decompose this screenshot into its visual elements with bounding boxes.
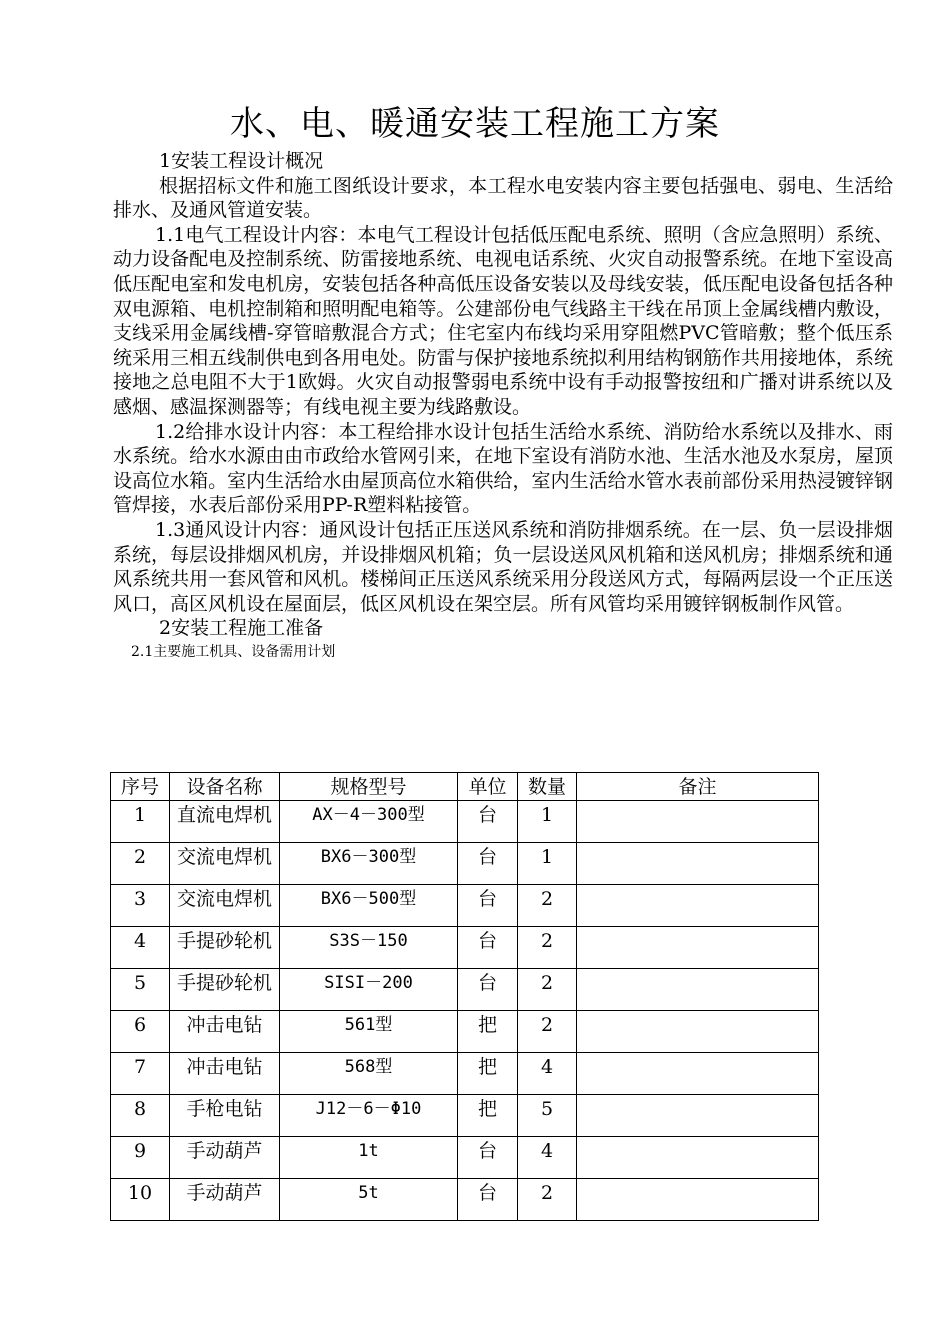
table-row bbox=[111, 885, 819, 927]
cell-spec: SISI－200 bbox=[280, 969, 458, 1011]
cell-qty: 2 bbox=[518, 1179, 577, 1221]
cell-name: 手提砂轮机 bbox=[170, 927, 280, 969]
cell-spec: 1t bbox=[280, 1137, 458, 1179]
cell-no: 8 bbox=[111, 1095, 170, 1137]
table-caption: 2.1主要施工机具、设备需用计划 bbox=[131, 643, 336, 660]
table-header-row bbox=[111, 773, 819, 801]
cell-spec: 5t bbox=[280, 1179, 458, 1221]
cell-qty: 2 bbox=[518, 969, 577, 1011]
table-row bbox=[111, 1053, 819, 1095]
header-no: 序号 bbox=[111, 773, 170, 801]
cell-remark bbox=[577, 1095, 819, 1137]
cell-spec: S3S－150 bbox=[280, 927, 458, 969]
cell-name: 手提砂轮机 bbox=[170, 969, 280, 1011]
cell-unit: 台 bbox=[458, 843, 518, 885]
cell-unit: 台 bbox=[458, 1137, 518, 1179]
cell-remark bbox=[577, 927, 819, 969]
cell-unit: 把 bbox=[458, 1011, 518, 1053]
cell-qty: 5 bbox=[518, 1095, 577, 1137]
cell-remark bbox=[577, 1137, 819, 1179]
document-body bbox=[113, 149, 893, 663]
cell-qty: 2 bbox=[518, 927, 577, 969]
cell-no: 10 bbox=[111, 1179, 170, 1221]
cell-no: 5 bbox=[111, 969, 170, 1011]
header-remark: 备注 bbox=[577, 773, 819, 801]
cell-remark bbox=[577, 1011, 819, 1053]
cell-no: 2 bbox=[111, 843, 170, 885]
ventilation-paragraph: 1.3通风设计内容：通风设计包括正压送风系统和消防排烟系统。在一层、负一层设排烟系统，每层设排烟风机房，并设排烟风机箱；负一层设送风风机箱和送风机房；排烟系统和通风系统共用一套风管和风机。楼梯间正压送风系统采用分段送风方式，每隔两层设一个正压送风口，高区风机设在屋面层，低区风机设在架空层。所有风管均采用镀锌钢板制作风管。 bbox=[113, 518, 893, 615]
header-unit: 单位 bbox=[458, 773, 518, 801]
cell-spec: BX6－500型 bbox=[280, 885, 458, 927]
cell-qty: 2 bbox=[518, 1011, 577, 1053]
cell-name: 交流电焊机 bbox=[170, 885, 280, 927]
cell-qty: 1 bbox=[518, 801, 577, 843]
cell-remark bbox=[577, 1179, 819, 1221]
cell-spec: AX－4－300型 bbox=[280, 801, 458, 843]
cell-spec: J12－6－Φ10 bbox=[280, 1095, 458, 1137]
cell-unit: 把 bbox=[458, 1053, 518, 1095]
cell-no: 9 bbox=[111, 1137, 170, 1179]
plumbing-paragraph: 1.2给排水设计内容：本工程给排水设计包括生活给水系统、消防给水系统以及排水、雨水系统。给水水源由由市政给水管网引来，在地下室设有消防水池、生活水池及水泵房，屋顶设高位水箱。室内生活给水由屋顶高位水箱供给，室内生活给水管水表前部份采用热浸镀锌钢管焊接，水表后部份采用PP-R塑料粘接管。 bbox=[113, 420, 893, 517]
cell-remark bbox=[577, 1053, 819, 1095]
cell-name: 交流电焊机 bbox=[170, 843, 280, 885]
intro-paragraph: 根据招标文件和施工图纸设计要求，本工程水电安装内容主要包括强电、弱电、生活给排水、及通风管道安装。 bbox=[113, 174, 893, 222]
cell-spec: 568型 bbox=[280, 1053, 458, 1095]
cell-name: 手动葫芦 bbox=[170, 1137, 280, 1179]
electrical-paragraph: 1.1电气工程设计内容：本电气工程设计包括低压配电系统、照明（含应急照明）系统、动力设备配电及控制系统、防雷接地系统、电视电话系统、火灾自动报警系统。在地下室设高低压配电室和发电机房，安装包括各种高低压设备安装以及母线安装，低压配电设备包括各种双电源箱、电机控制箱和照明配电箱等。公建部份电气线路主干线在吊顶上金属线槽内敷设，支线采用金属线槽-穿管暗敷混合方式；住宅室内布线均采用穿阻燃PVC管暗敷；整个低压系统采用三相五线制供电到各用电处。防雷与保护接地系统拟利用结构钢筋作共用接地体，系统接地之总电阻不大于1欧姆。火灾自动报警弱电系统中设有手动报警按纽和广播对讲系统以及感烟、感温探测器等；有线电视主要为线路敷设。 bbox=[113, 223, 893, 418]
table-row bbox=[111, 843, 819, 885]
table-row bbox=[111, 927, 819, 969]
cell-qty: 4 bbox=[518, 1137, 577, 1179]
cell-remark bbox=[577, 885, 819, 927]
table-row bbox=[111, 969, 819, 1011]
table-row bbox=[111, 801, 819, 843]
cell-no: 1 bbox=[111, 801, 170, 843]
table-row bbox=[111, 1095, 819, 1137]
cell-remark bbox=[577, 969, 819, 1011]
header-name: 设备名称 bbox=[170, 773, 280, 801]
document-title: 水、电、暖通安装工程施工方案 bbox=[230, 104, 720, 144]
cell-name: 冲击电钻 bbox=[170, 1011, 280, 1053]
cell-spec: 561型 bbox=[280, 1011, 458, 1053]
section2-heading: 2安装工程施工准备 bbox=[159, 617, 324, 640]
cell-spec: BX6－300型 bbox=[280, 843, 458, 885]
cell-remark bbox=[577, 843, 819, 885]
cell-unit: 台 bbox=[458, 927, 518, 969]
cell-no: 3 bbox=[111, 885, 170, 927]
cell-unit: 台 bbox=[458, 885, 518, 927]
cell-name: 手枪电钻 bbox=[170, 1095, 280, 1137]
cell-no: 7 bbox=[111, 1053, 170, 1095]
cell-qty: 4 bbox=[518, 1053, 577, 1095]
equipment-table bbox=[110, 772, 819, 1221]
cell-unit: 台 bbox=[458, 1179, 518, 1221]
header-spec: 规格型号 bbox=[280, 773, 458, 801]
table-row bbox=[111, 1011, 819, 1053]
cell-unit: 把 bbox=[458, 1095, 518, 1137]
table-row bbox=[111, 1137, 819, 1179]
cell-qty: 2 bbox=[518, 885, 577, 927]
cell-no: 4 bbox=[111, 927, 170, 969]
cell-qty: 1 bbox=[518, 843, 577, 885]
cell-name: 直流电焊机 bbox=[170, 801, 280, 843]
cell-unit: 台 bbox=[458, 969, 518, 1011]
cell-no: 6 bbox=[111, 1011, 170, 1053]
table-row bbox=[111, 1179, 819, 1221]
cell-unit: 台 bbox=[458, 801, 518, 843]
section1-heading: 1安装工程设计概况 bbox=[159, 150, 324, 172]
cell-name: 冲击电钻 bbox=[170, 1053, 280, 1095]
cell-remark bbox=[577, 801, 819, 843]
header-qty: 数量 bbox=[518, 773, 577, 801]
cell-name: 手动葫芦 bbox=[170, 1179, 280, 1221]
